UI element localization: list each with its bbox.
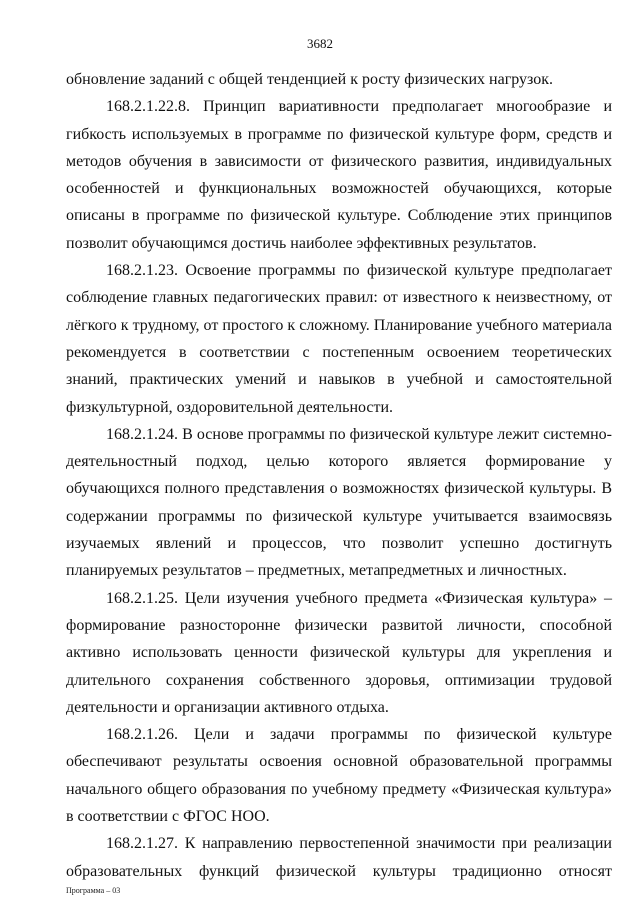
- paragraph-168-2-1-26: 168.2.1.26. Цели и задачи программы по физической культуре обеспечивают результаты освоения основной образовательной программы начального общего образования по учебному предмету «Физическая культура» в соответствии с ФГОС НОО.: [66, 726, 612, 826]
- paragraph-168-2-1-22-8: 168.2.1.22.8. Принцип вариативности предполагает многообразие и гибкость используемых в программе по физической культуре форм, средств и методов обучения в зависимости от физического развития, индивидуальных особенностей и функциональных возможностей обучающихся, которые описаны в программе по физической культуре. Соблюдение этих принципов позволит обучающимся достичь наиболее эффективных результатов.: [66, 98, 612, 252]
- paragraph-168-2-1-25: 168.2.1.25. Цели изучения учебного предмета «Физическая культура» – формирование разносторонне физически развитой личности, способной активно использовать ценности физической культуры для укрепления и длительного сохранения собственного здоровья, оптимизации трудовой деятельности и организации активного отдыха.: [66, 589, 612, 716]
- document-body: [66, 66, 612, 885]
- paragraph-continuation: обновление заданий с общей тенденцией к росту физических нагрузок.: [66, 71, 554, 88]
- paragraph-168-2-1-24: 168.2.1.24. В основе программы по физической культуре лежит системно-деятельностный подход, целью которого является формирование у обучающихся полного представления о возможностях физической культуры. В содержании программы по физической культуре учитывается взаимосвязь изучаемых явлений и процессов, что позволит успешно достигнуть планируемых результатов – предметных, метапредметных и личностных.: [66, 425, 612, 580]
- page-number: 3682: [307, 36, 333, 51]
- page-footer: Программа – 03: [66, 886, 121, 895]
- paragraph-168-2-1-27: 168.2.1.27. К направлению первостепенной значимости при реализации образовательных функций физической культуры традиционно относят: [66, 835, 612, 880]
- paragraph-168-2-1-23: 168.2.1.23. Освоение программы по физической культуре предполагает соблюдение главных педагогических правил: от известного к неизвестному, от лёгкого к трудному, от простого к сложному. Планирование учебного материала рекомендуется в соответствии с постепенным освоением теоретических знаний, практических умений и навыков в учебной и самостоятельной физкультурной, оздоровительной деятельности.: [66, 262, 612, 416]
